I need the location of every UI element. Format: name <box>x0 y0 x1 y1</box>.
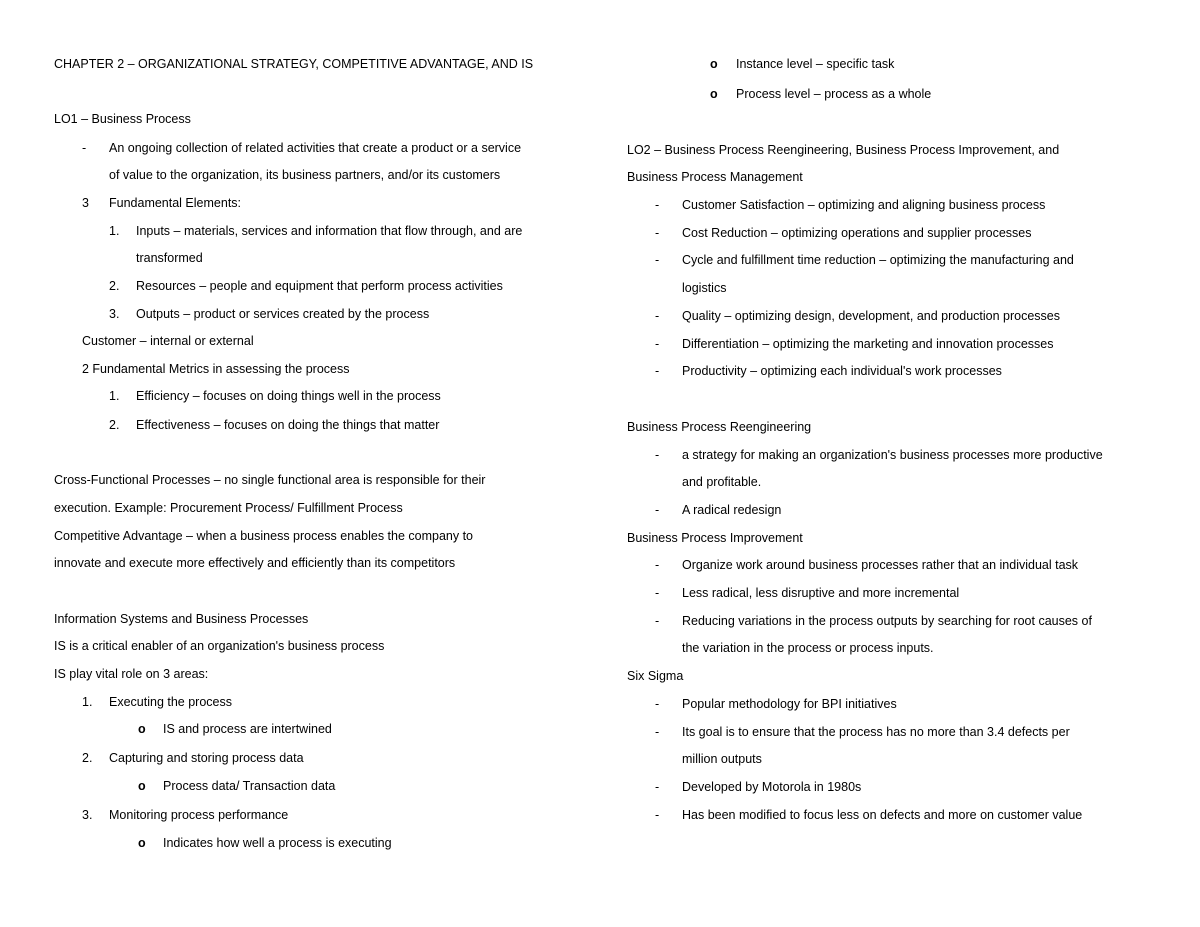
dash-bullet: - <box>655 364 660 378</box>
dash-bullet: - <box>655 614 660 628</box>
dash-bullet: - <box>655 503 660 517</box>
area-monitoring: Monitoring process performance <box>109 808 289 822</box>
area-executing-sub: IS and process are intertwined <box>163 722 332 736</box>
six-sigma-motorola: Developed by Motorola in 1980s <box>682 780 862 794</box>
list-number: 3. <box>82 808 93 822</box>
element-resources: Resources – people and equipment that perform process activities <box>136 279 503 293</box>
cross-functional-line2: execution. Example: Procurement Process/ Fulfillment Process <box>54 501 403 515</box>
fundamental-elements-heading: Fundamental Elements: <box>109 196 242 210</box>
lo2-differentiation: Differentiation – optimizing the marketing and innovation processes <box>682 337 1054 351</box>
six-sigma-goal-cont: million outputs <box>682 752 762 766</box>
circle-bullet: o <box>138 722 146 736</box>
bpi-reducing-cont: the variation in the process or process inputs. <box>682 641 934 655</box>
six-sigma-goal: Its goal is to ensure that the process has no more than 3.4 defects per <box>682 725 1070 739</box>
bp-definition-line2: of value to the organization, its business partners, and/or its customers <box>109 168 501 182</box>
element-inputs: Inputs – materials, services and information that flow through, and are <box>136 224 523 238</box>
lo2-cost-reduction: Cost Reduction – optimizing operations and supplier processes <box>682 226 1032 240</box>
bpr-strategy-cont: and profitable. <box>682 475 762 489</box>
circle-bullet: o <box>710 87 718 101</box>
element-inputs-cont: transformed <box>136 251 203 265</box>
bpi-heading: Business Process Improvement <box>627 531 803 545</box>
list-number: 1. <box>82 695 93 709</box>
circle-bullet: o <box>710 57 718 71</box>
lo2-cycle-time: Cycle and fulfillment time reduction – optimizing the manufacturing and <box>682 253 1074 267</box>
bpi-organize: Organize work around business processes rather that an individual task <box>682 558 1079 572</box>
bpr-heading: Business Process Reengineering <box>627 420 812 434</box>
list-number: 2. <box>82 751 93 765</box>
bpr-radical: A radical redesign <box>682 503 782 517</box>
bpr-strategy: a strategy for making an organization's business processes more productive <box>682 448 1103 462</box>
dash-bullet: - <box>655 725 660 739</box>
area-monitoring-sub: Indicates how well a process is executing <box>163 836 392 850</box>
instance-level: Instance level – specific task <box>736 57 895 71</box>
list-number: 1. <box>109 224 120 238</box>
list-number: 3 <box>82 196 89 210</box>
lo1-heading: LO1 – Business Process <box>54 112 191 126</box>
area-capturing: Capturing and storing process data <box>109 751 304 765</box>
process-level: Process level – process as a whole <box>736 87 932 101</box>
competitive-advantage-line1: Competitive Advantage – when a business process enables the company to <box>54 529 474 543</box>
lo2-heading-line1: LO2 – Business Process Reengineering, Business Process Improvement, and <box>627 143 1060 157</box>
bpi-less-radical: Less radical, less disruptive and more incremental <box>682 586 960 600</box>
list-number: 2. <box>109 279 120 293</box>
list-number: 3. <box>109 307 120 321</box>
dash-bullet: - <box>655 226 660 240</box>
chapter-title: CHAPTER 2 – ORGANIZATIONAL STRATEGY, COMPETITIVE ADVANTAGE, AND IS <box>54 57 534 71</box>
competitive-advantage-line2: innovate and execute more effectively and efficiently than its competitors <box>54 556 456 570</box>
dash-bullet: - <box>655 337 660 351</box>
lo2-productivity: Productivity – optimizing each individual's work processes <box>682 364 1002 378</box>
metric-effectiveness: Effectiveness – focuses on doing the things that matter <box>136 418 440 432</box>
dash-bullet: - <box>655 309 660 323</box>
cross-functional-line1: Cross-Functional Processes – no single functional area is responsible for their <box>54 473 486 487</box>
is-areas-heading: IS play vital role on 3 areas: <box>54 667 209 681</box>
circle-bullet: o <box>138 779 146 793</box>
is-enabler: IS is a critical enabler of an organization's business process <box>54 639 385 653</box>
is-heading: Information Systems and Business Processes <box>54 612 309 626</box>
area-capturing-sub: Process data/ Transaction data <box>163 779 336 793</box>
six-sigma-modified: Has been modified to focus less on defects and more on customer value <box>682 808 1083 822</box>
element-outputs: Outputs – product or services created by the process <box>136 307 430 321</box>
dash-bullet: - <box>655 448 660 462</box>
dash-bullet: - <box>655 586 660 600</box>
area-executing: Executing the process <box>109 695 232 709</box>
bp-definition-line1: An ongoing collection of related activities that create a product or a service <box>109 141 522 155</box>
dash-bullet: - <box>655 253 660 267</box>
six-sigma-heading: Six Sigma <box>627 669 684 683</box>
lo2-cycle-time-cont: logistics <box>682 281 727 295</box>
lo2-heading-line2: Business Process Management <box>627 170 803 184</box>
lo2-quality: Quality – optimizing design, development, and production processes <box>682 309 1060 323</box>
dash-bullet: - <box>655 558 660 572</box>
dash-bullet: - <box>655 780 660 794</box>
metrics-heading: 2 Fundamental Metrics in assessing the process <box>82 362 350 376</box>
dash-bullet: - <box>655 697 660 711</box>
dash-bullet: - <box>82 141 87 155</box>
six-sigma-methodology: Popular methodology for BPI initiatives <box>682 697 897 711</box>
circle-bullet: o <box>138 836 146 850</box>
customer-line: Customer – internal or external <box>82 334 254 348</box>
list-number: 1. <box>109 389 120 403</box>
dash-bullet: - <box>655 198 660 212</box>
dash-bullet: - <box>655 808 660 822</box>
metric-efficiency: Efficiency – focuses on doing things well in the process <box>136 389 441 403</box>
bpi-reducing: Reducing variations in the process outputs by searching for root causes of <box>682 614 1092 628</box>
lo2-customer-satisfaction: Customer Satisfaction – optimizing and aligning business process <box>682 198 1046 212</box>
list-number: 2. <box>109 418 120 432</box>
